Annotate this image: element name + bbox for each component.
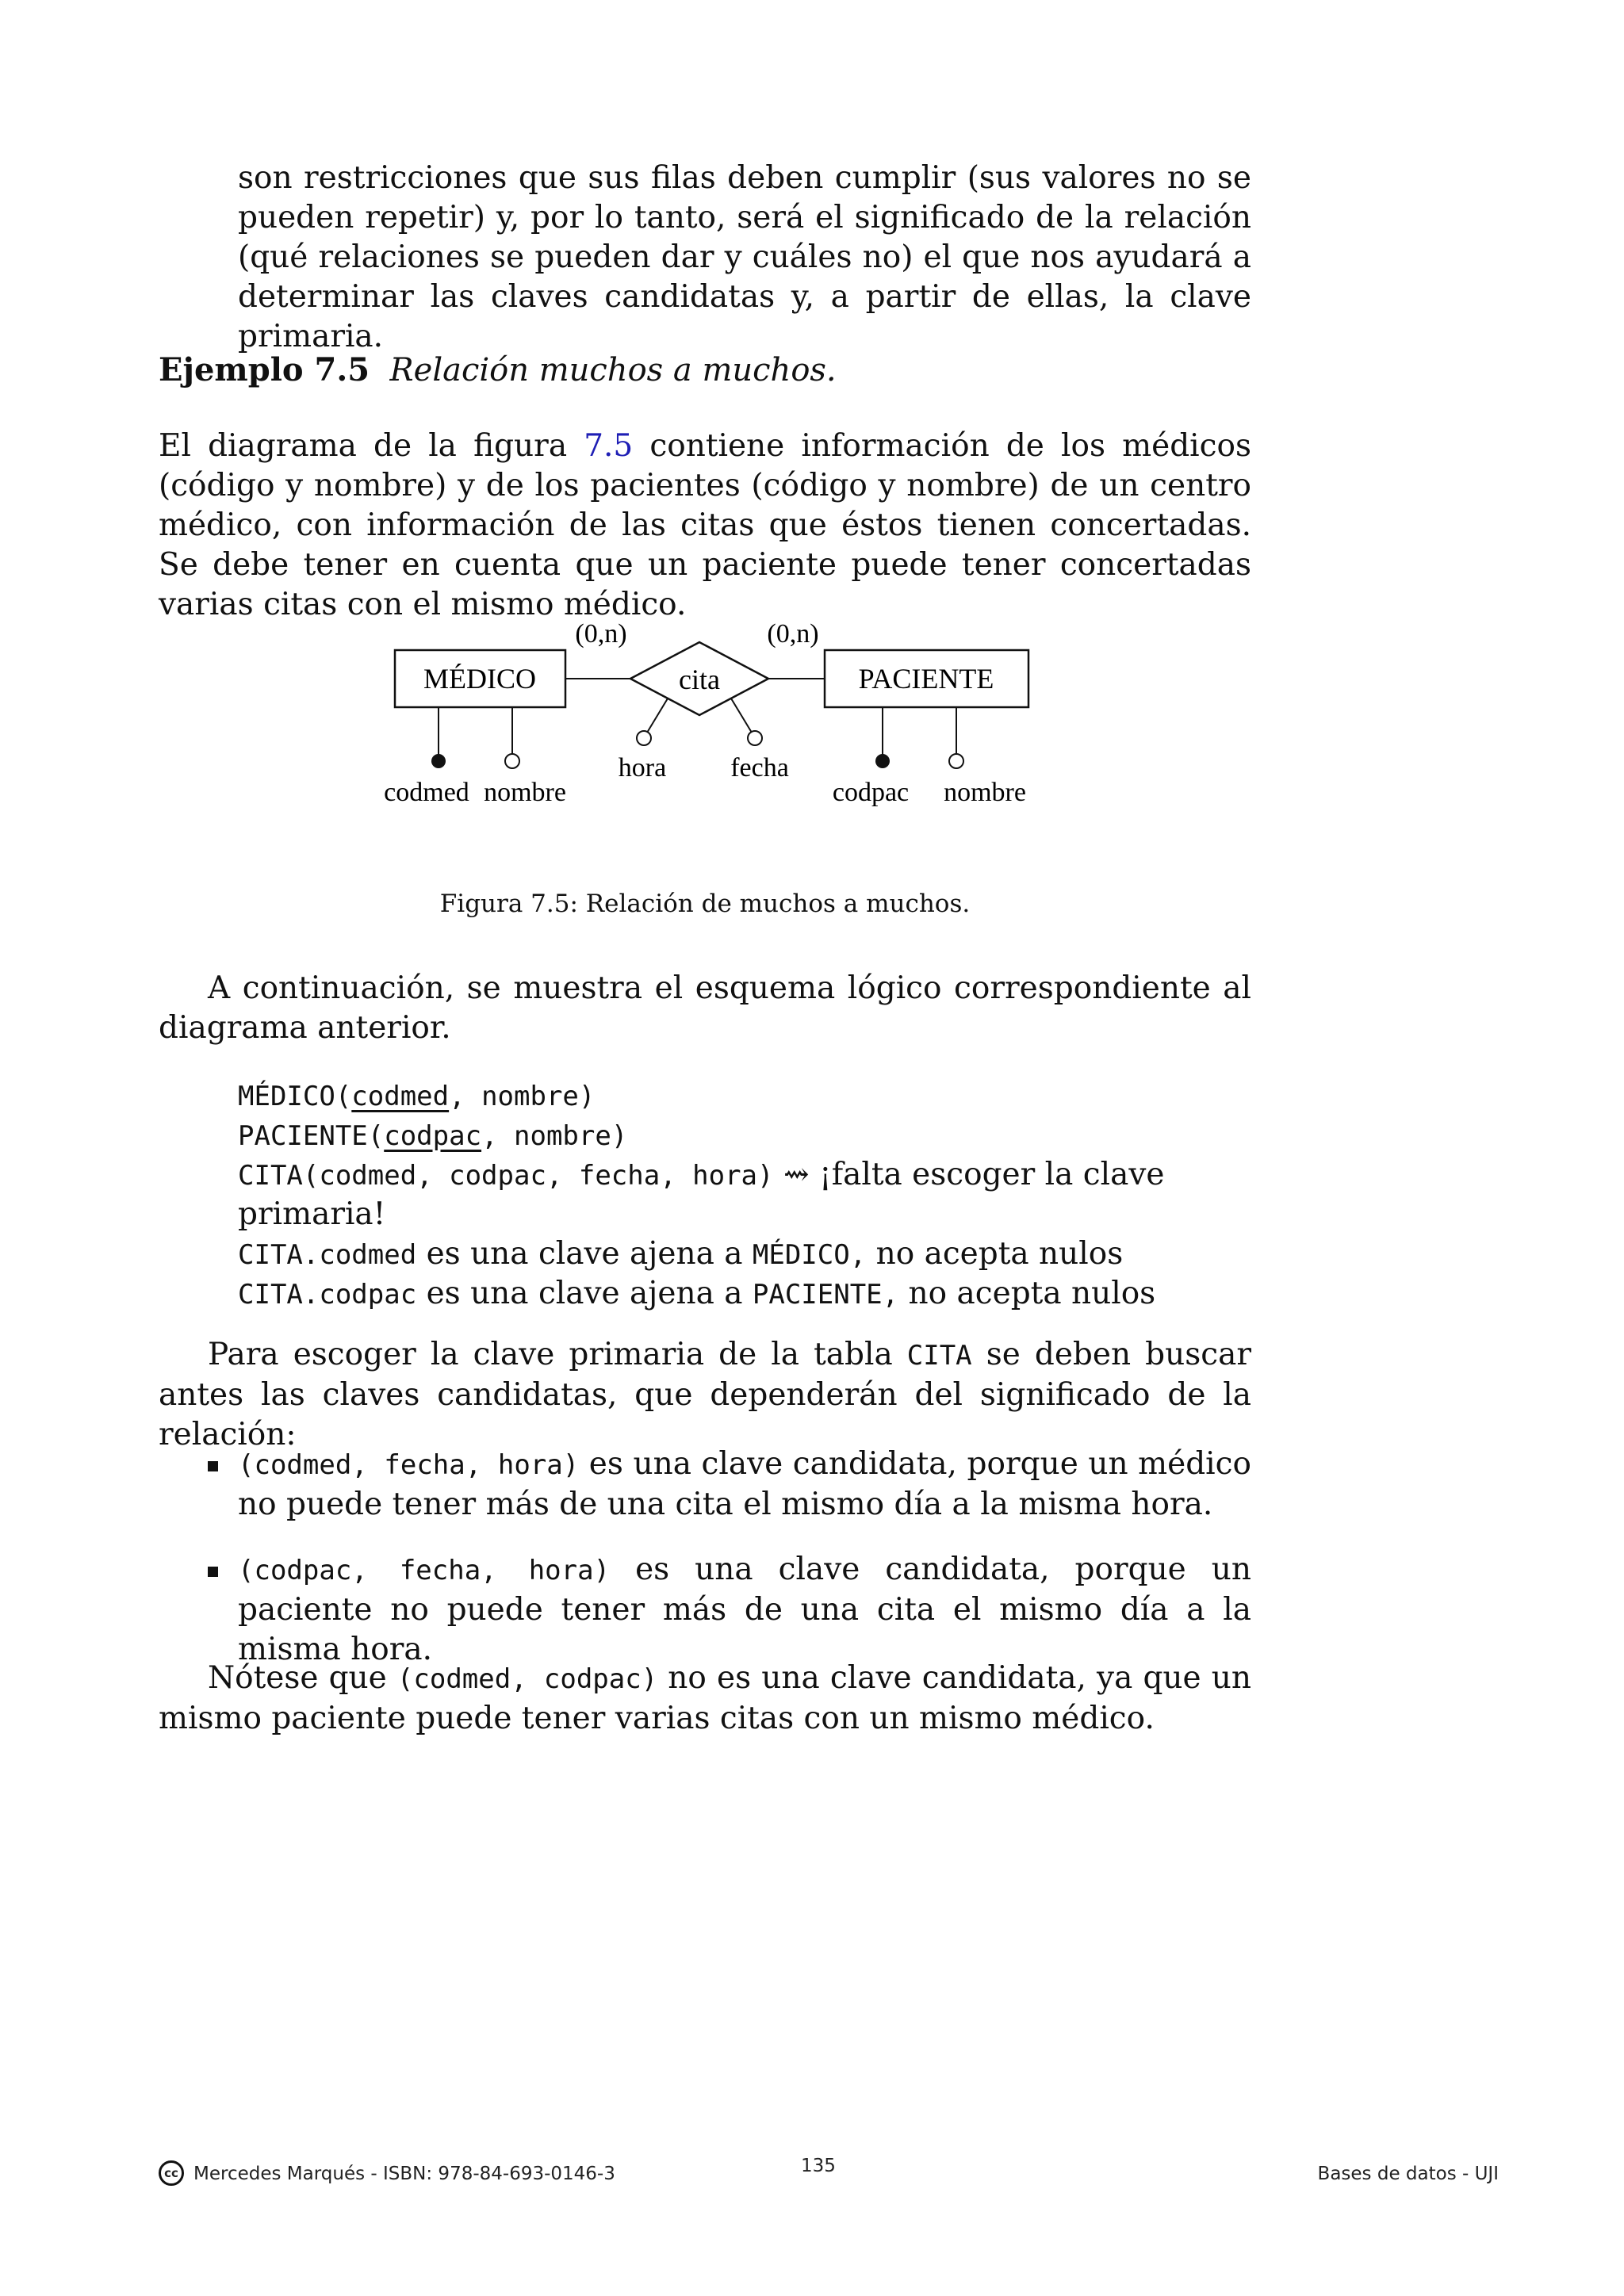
key-attribute-dot [431, 754, 446, 768]
schema-row-medico: MÉDICO(codmed, nombre) [238, 1081, 596, 1112]
attribute-dot [949, 754, 963, 768]
footer-author: Mercedes Marqués - ISBN: 978-84-693-0146-3 [193, 2164, 615, 2184]
bullet-square-icon [208, 1461, 218, 1471]
primary-key: codpac [384, 1120, 482, 1152]
attr-nombre-paciente: nombre [944, 778, 1026, 807]
schema-fk-codpac: CITA.codpac es una clave ajena a PACIENTE, no acepta nulos [238, 1276, 1156, 1311]
cardinality-right: (0,n) [767, 619, 819, 649]
pk-paragraph: Para escoger la clave primaria de la tabla CITA se deben buscar antes las claves candidatas, que dependerán del significado de la relación: [159, 1337, 1251, 1452]
example-heading [159, 350, 837, 390]
intro-text-a: El diagrama de la figura [159, 428, 584, 464]
bullet-square-icon [208, 1567, 218, 1577]
intro-paragraph [159, 427, 1251, 625]
note-paragraph: Nótese que (codmed, codpac) no es una clave candidata, ya que un mismo paciente puede tener varias citas con un mismo médico. [159, 1660, 1252, 1736]
page-footer [159, 2156, 1499, 2192]
cardinality-left: (0,n) [575, 619, 627, 649]
entity-paciente-label: PACIENTE [858, 663, 994, 695]
top-paragraph: son restricciones que sus filas deben cumplir (sus valores no se pueden repetir) y, por lo tanto, será el significado de la relación (qué relaciones se pueden dar y cuáles no) el que nos ayudará a determinar las claves candidatas y, a partir de ellas, la clave primaria. [238, 160, 1251, 354]
bullet-list-2 [202, 1550, 1251, 1670]
attr-codmed: codmed [384, 778, 469, 807]
example-title: Relación muchos a muchos. [389, 352, 837, 388]
schema-row-paciente: PACIENTE(codpac, nombre) [238, 1120, 628, 1152]
attr-codpac: codpac [832, 778, 910, 807]
schema-row-cita: CITA(codmed, codpac, fecha, hora) ⇝ ¡falta escoger la clave [238, 1157, 1165, 1192]
key-attribute-dot [875, 754, 890, 768]
relationship-cita-label: cita [679, 664, 720, 695]
squiggly-arrow: ⇝ [783, 1157, 810, 1192]
figure-link[interactable]: 7.5 [584, 428, 634, 464]
attribute-dot [748, 731, 762, 745]
footer-title: Bases de datos - UJI [1317, 2164, 1499, 2184]
schema-row-cita-cont: primaria! [238, 1196, 386, 1232]
intro-text-b: contiene información de los médicos (código y nombre) y de los pacientes (código y nombre) de un centro médico, con información de las citas que éstos tienen concertadas. Se debe tener en cuenta que un paciente puede tener concertadas varias citas con el mismo médico. [159, 428, 1251, 622]
attr-nombre-medico: nombre [484, 778, 566, 807]
example-label: Ejemplo 7.5 [159, 351, 370, 388]
figure-caption: Figura 7.5: Relación de muchos a muchos. [439, 890, 971, 918]
list-item: (codpac, fecha, hora) es una clave candidata, porque un paciente no puede tener más de una cita el mismo día a la misma hora. [202, 1550, 1251, 1670]
er-diagram [365, 618, 1158, 817]
logical-schema [238, 1076, 1269, 1314]
schema-fk-codmed: CITA.codmed es una clave ajena a MÉDICO, no acepta nulos [238, 1236, 1124, 1272]
list-item: (codmed, fecha, hora) es una clave candidata, porque un médico no puede tener más de una cita el mismo día a la misma hora. [202, 1445, 1251, 1525]
attr-fecha: fecha [730, 753, 789, 783]
page-number: 135 [801, 2156, 836, 2176]
entity-medico-label: MÉDICO [423, 663, 536, 695]
primary-key: codmed [351, 1081, 450, 1112]
creative-commons-icon: cc [159, 2160, 184, 2186]
attribute-dot [505, 754, 519, 768]
schema-intro: A continuación, se muestra el esquema lógico correspondiente al diagrama anterior. [159, 970, 1251, 1046]
attr-hora: hora [618, 753, 667, 783]
attribute-dot [637, 731, 651, 745]
bullet-list [202, 1445, 1251, 1525]
